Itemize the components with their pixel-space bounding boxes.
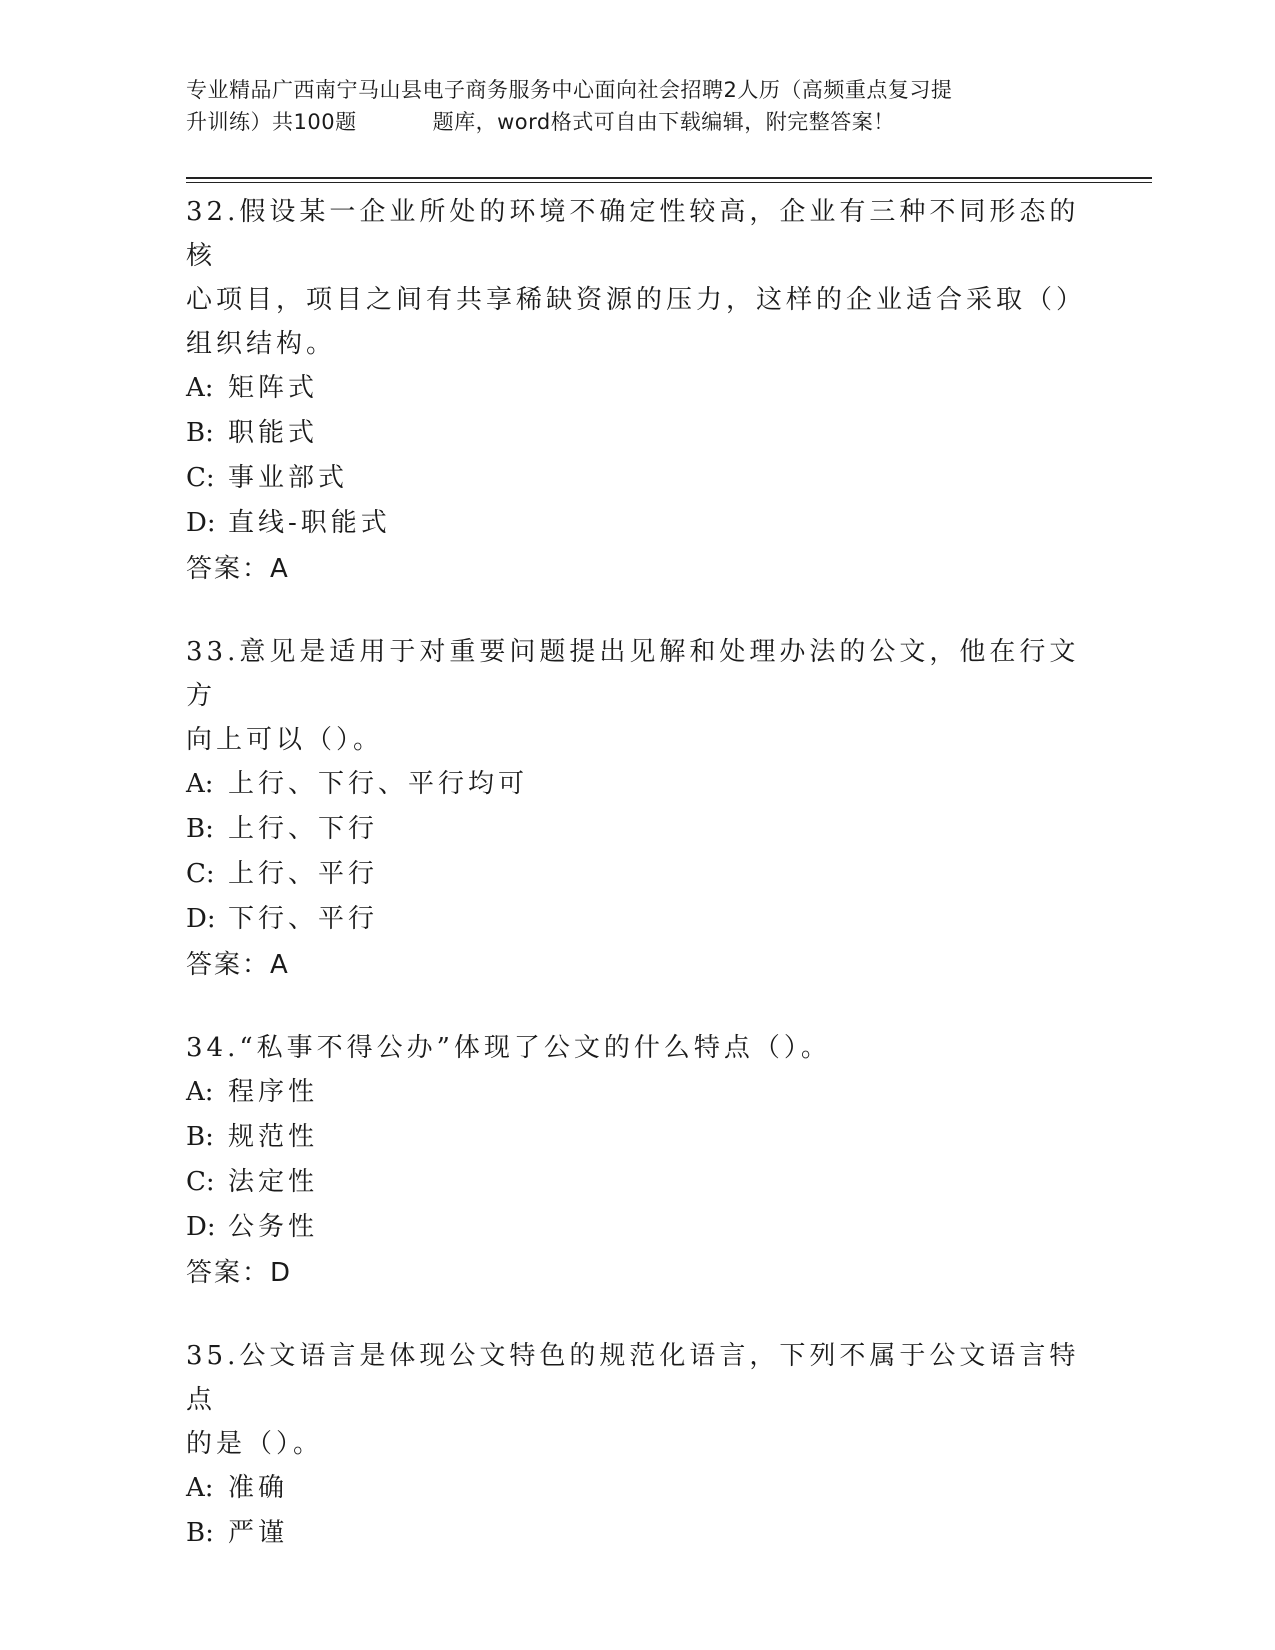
option-b bbox=[186, 411, 1086, 456]
question-32 bbox=[186, 190, 1086, 592]
option-c bbox=[186, 456, 1086, 501]
option-key: A: bbox=[186, 373, 214, 403]
option-text: 上行、下行 bbox=[228, 814, 379, 844]
answer-line: 答案：D bbox=[186, 1258, 293, 1288]
option-key: B: bbox=[186, 418, 214, 448]
answer-line: 答案：A bbox=[186, 950, 290, 980]
question-35 bbox=[186, 1334, 1086, 1556]
header-line-2-part-a: 升训练）共100题 bbox=[186, 110, 357, 134]
option-text: 直线-职能式 bbox=[228, 508, 391, 538]
option-b bbox=[186, 807, 1086, 852]
option-key: A: bbox=[186, 1473, 214, 1503]
option-d bbox=[186, 501, 1086, 546]
option-text: 下行、平行 bbox=[228, 904, 379, 934]
option-a bbox=[186, 1070, 1086, 1115]
question-text: 33.意见是适用于对重要问题提出见解和处理办法的公文，他在行文方 向上可以（）。 bbox=[186, 637, 1080, 755]
option-text: 职能式 bbox=[228, 418, 319, 448]
question-text: 35.公文语言是体现公文特色的规范化语言，下列不属于公文语言特点 的是（）。 bbox=[186, 1341, 1080, 1459]
option-d bbox=[186, 1205, 1086, 1250]
header-line-2-part-b: 题库，word格式可自由下载编辑，附完整答案！ bbox=[432, 110, 895, 134]
option-text: 上行、平行 bbox=[228, 859, 379, 889]
option-text: 事业部式 bbox=[228, 463, 349, 493]
option-text: 准确 bbox=[228, 1473, 289, 1503]
option-a bbox=[186, 1466, 1086, 1511]
option-c bbox=[186, 852, 1086, 897]
question-33 bbox=[186, 630, 1086, 988]
option-text: 公务性 bbox=[228, 1212, 319, 1242]
header-divider-thick bbox=[186, 177, 1152, 179]
option-key: B: bbox=[186, 814, 214, 844]
question-text: 32.假设某一企业所处的环境不确定性较高，企业有三种不同形态的核 心项目，项目之间有共享稀缺资源的压力，这样的企业适合采取（） 组织结构。 bbox=[186, 197, 1087, 359]
answer-line: 答案：A bbox=[186, 554, 290, 584]
question-text: 34.“私事不得公办”体现了公文的什么特点（）。 bbox=[186, 1033, 831, 1063]
option-key: D: bbox=[186, 508, 216, 538]
option-text: 法定性 bbox=[228, 1167, 319, 1197]
option-a bbox=[186, 366, 1086, 411]
option-key: B: bbox=[186, 1122, 214, 1152]
option-text: 严谨 bbox=[228, 1518, 289, 1548]
option-key: C: bbox=[186, 463, 215, 493]
option-d bbox=[186, 897, 1086, 942]
header-divider-thin bbox=[186, 182, 1152, 183]
option-text: 上行、下行、平行均可 bbox=[228, 769, 529, 799]
option-key: B: bbox=[186, 1518, 214, 1548]
option-b bbox=[186, 1511, 1086, 1556]
option-text: 规范性 bbox=[228, 1122, 319, 1152]
option-b bbox=[186, 1115, 1086, 1160]
option-key: C: bbox=[186, 859, 215, 889]
option-key: C: bbox=[186, 1167, 215, 1197]
option-text: 矩阵式 bbox=[228, 373, 319, 403]
document-header bbox=[186, 74, 1086, 138]
option-key: D: bbox=[186, 904, 216, 934]
option-key: D: bbox=[186, 1212, 216, 1242]
option-text: 程序性 bbox=[228, 1077, 319, 1107]
option-key: A: bbox=[186, 769, 214, 799]
header-line-2 bbox=[186, 106, 1086, 138]
question-list bbox=[186, 190, 1086, 1594]
question-34 bbox=[186, 1026, 1086, 1296]
option-c bbox=[186, 1160, 1086, 1205]
option-a bbox=[186, 762, 1086, 807]
header-line-1: 专业精品广西南宁马山县电子商务服务中心面向社会招聘2人历（高频重点复习提 bbox=[186, 78, 953, 102]
option-key: A: bbox=[186, 1077, 214, 1107]
